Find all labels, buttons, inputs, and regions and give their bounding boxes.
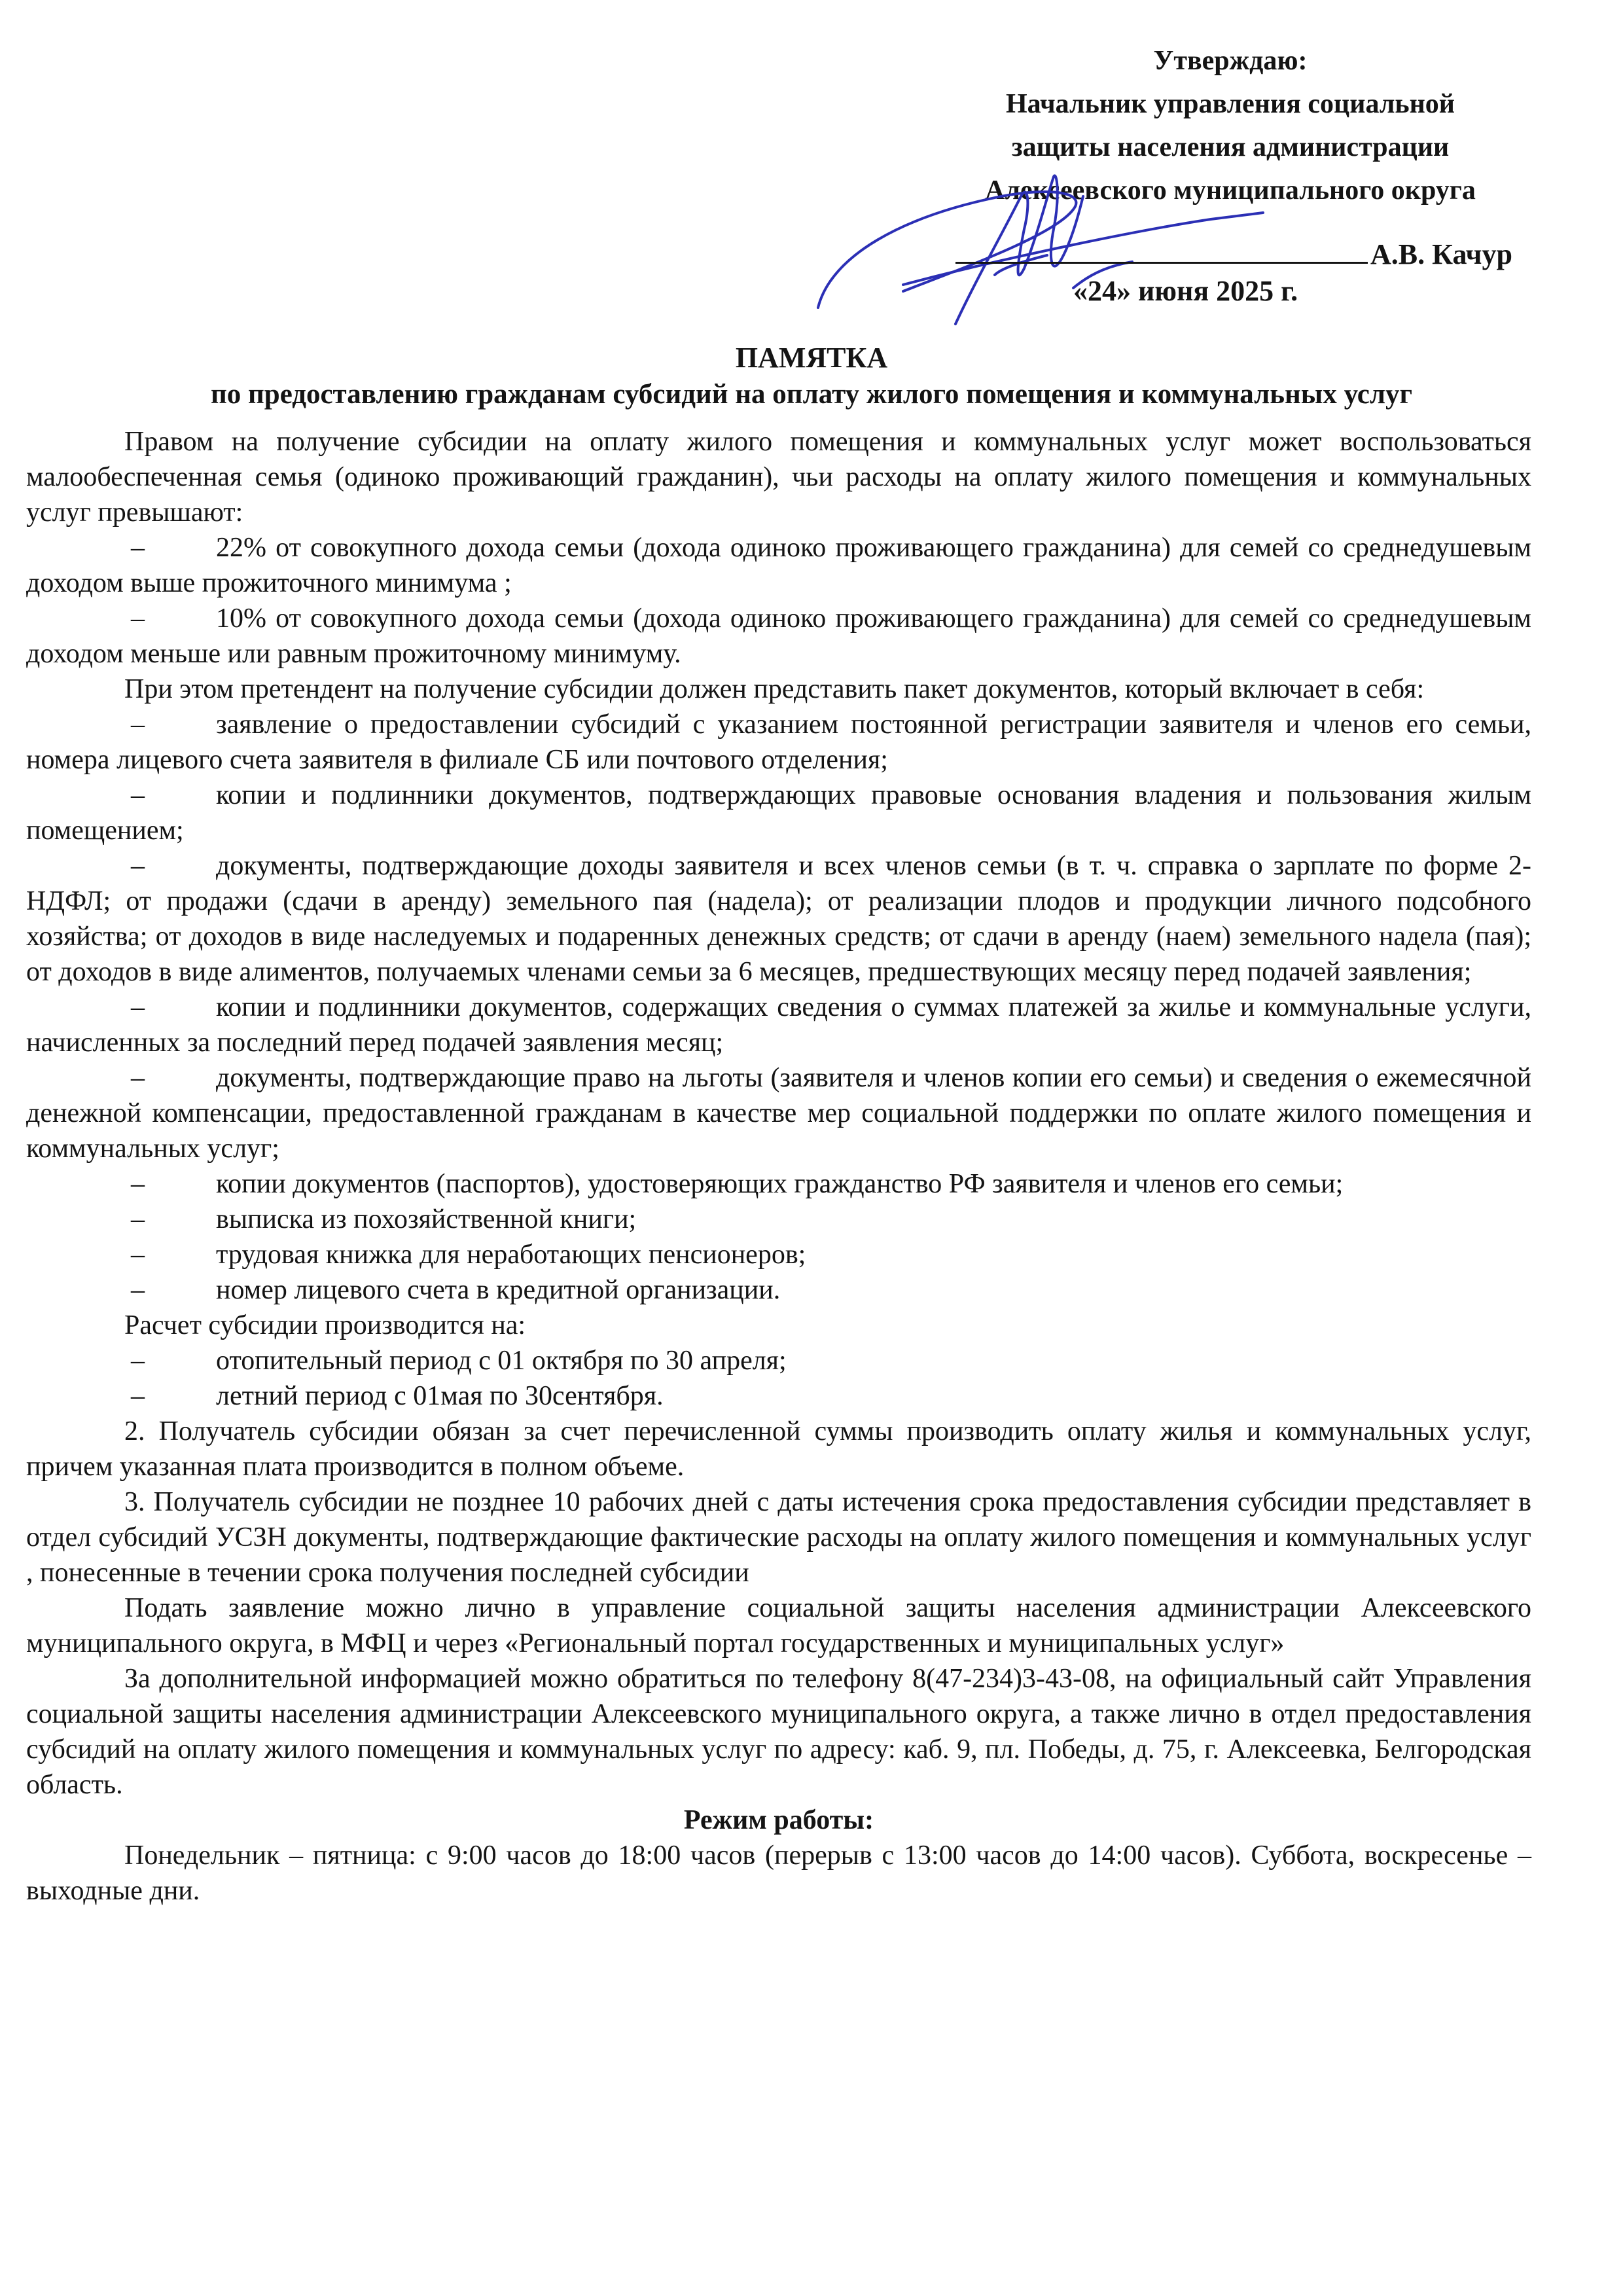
signer-name: А.В. Качур (1370, 238, 1512, 270)
document-subtitle: по предоставлению гражданам субсидий на оплату жилого помещения и коммунальных услуг (210, 379, 1412, 410)
period-item: – отопительный период с 01 октября по 30 апреля; (131, 1346, 787, 1376)
threshold-item: – 22% от совокупного дохода семьи (дохода одиноко проживающего гражданина) для семей со среднедушевым доходом выше прожиточного минимума ; (26, 533, 1531, 598)
threshold-item: – 10% от совокупного дохода семьи (дохода одиноко проживающего гражданина) для семей со среднедушевым доходом меньше или равным прожиточному минимуму. (26, 603, 1531, 669)
period-item: – летний период с 01мая по 30сентября. (131, 1381, 664, 1411)
document-item-short: – выписка из похозяйственной книги; (131, 1204, 637, 1234)
approval-position-line1: Начальник управления социальной (1005, 89, 1455, 119)
calc-intro: Расчет субсидии производится на: (124, 1310, 526, 1340)
document-item-short: – трудовая книжка для неработающих пенсионеров; (131, 1240, 806, 1270)
approval-date: «24» июня 2025 г. (1073, 275, 1298, 307)
signature-line (955, 236, 1623, 272)
approval-position-line3: Алексеевского муниципального округа (985, 175, 1476, 206)
intro-paragraph: Правом на получение субсидии на оплату жилого помещения и коммунальных услуг может воспользоваться малообеспеченная семья (одиноко проживающий гражданин), чьи расходы на оплату жилого помещения и коммунальных услуг превышают: (26, 427, 1531, 528)
item-2-paragraph: 2. Получатель субсидии обязан за счет перечисленной суммы производить оплату жилья и коммунальных услуг, причем указанная плата производится в полном объеме. (26, 1416, 1531, 1482)
schedule-paragraph: Понедельник – пятница: с 9:00 часов до 18:00 часов (перерыв с 13:00 часов до 14:00 часов). Суббота, воскресенье – выходные дни. (26, 1840, 1531, 1906)
contacts-paragraph: За дополнительной информацией можно обратиться по телефону 8(47-234)3-43-08, на официальный сайт Управления социальной защиты населения администрации Алексеевского муниципального округа, а также лично в отдел предоставления субсидий на оплату жилого помещения и коммунальных услуг по адресу: каб. 9, пл. Победы, д. 75, г. Алексеевка, Белгородская область. (26, 1664, 1531, 1800)
document-item-short: – номер лицевого счета в кредитной организации. (131, 1275, 781, 1305)
document-item: – копии документов (паспортов), удостоверяющих гражданство РФ заявителя и членов его семьи; (131, 1169, 1344, 1199)
document-item: – заявление о предоставлении субсидий с указанием постоянной регистрации заявителя и членов его семьи, номера лицевого счета заявителя в филиале СБ или почтового отделения; (26, 709, 1531, 775)
schedule-title: Режим работы: (683, 1805, 874, 1835)
document-item: – копии и подлинники документов, подтверждающих правовые основания владения и пользования жилым помещением; (26, 780, 1531, 846)
item-3-paragraph: 3. Получатель субсидии не позднее 10 рабочих дней с даты истечения срока предоставления субсидии представляет в отдел субсидий УСЗН документы, подтверждающие фактические расходы на оплату жилого помещения и коммунальных услуг , понесенные в течении срока получения последней субсидии (26, 1487, 1531, 1588)
documents-intro: При этом претендент на получение субсидии должен представить пакет документов, который включает в себя: (124, 674, 1425, 704)
signature-underline (955, 236, 1368, 264)
document-item: – документы, подтверждающие доходы заявителя и всех членов семьи (в т. ч. справка о зарплате по форме 2-НДФЛ; от продажи (сдачи в аренду) земельного пая (надела); от реализации плодов и продукции личного подсобного хозяйства; от доходов в виде наследуемых и подаренных денежных средств; от сдачи в аренду (наем) земельного надела (пая); от доходов в виде алиментов, получаемых членами семьи за 6 месяцев, предшествующих месяцу перед подачей заявления; (26, 851, 1531, 987)
apply-paragraph: Подать заявление можно лично в управление социальной защиты населения администрации Алексеевского муниципального округа, в МФЦ и через «Региональный портал государственных и муниципальных услуг» (26, 1593, 1531, 1659)
document-item: – копии и подлинники документов, содержащих сведения о суммах платежей за жилье и коммунальные услуги, начисленных за последний перед подачей заявления месяц; (26, 992, 1531, 1058)
document-body (26, 424, 1531, 1909)
document-title: ПАМЯТКА (735, 342, 888, 374)
document-item: – документы, подтверждающие право на льготы (заявителя и членов копии его семьи) и сведения о ежемесячной денежной компенсации, предоставленной гражданам в качестве мер социальной поддержки по оплате жилого помещения и коммунальных услуг; (26, 1063, 1531, 1164)
approval-position-line2: защиты населения администрации (1011, 132, 1450, 162)
approval-heading: Утверждаю: (1153, 46, 1308, 76)
